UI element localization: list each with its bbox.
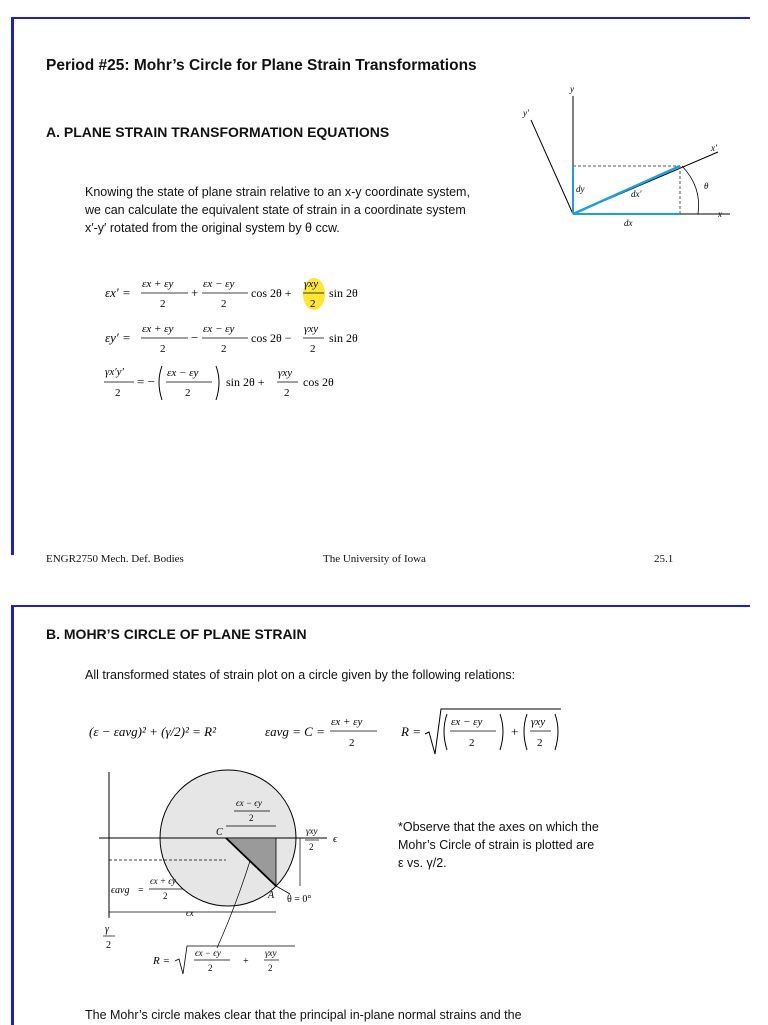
eps-avg-label: ϵavg [111, 885, 130, 896]
half-diff-num: ϵx − ϵy [236, 798, 262, 808]
eq3-num: εx − εy [167, 367, 199, 379]
eps-avg-num: εx + εy [331, 716, 363, 728]
transformation-equations [100, 270, 400, 415]
observation-note [398, 818, 638, 872]
footer-course: ENGR2750 Mech. Def. Bodies [46, 553, 184, 565]
eq2-cos: cos 2θ − [251, 331, 292, 345]
note-line: *Observe that the axes on which the [398, 820, 599, 834]
eq2-gxy: γxy [304, 323, 319, 335]
theta-zero-label: θ = 0° [287, 894, 312, 905]
eq1-den3: 2 [310, 298, 316, 310]
footer-page-number: 25.1 [654, 553, 674, 565]
eq3-cos: cos 2θ [303, 375, 334, 389]
intro-text: All transformed states of strain plot on a circle given by the following relations: [85, 668, 516, 682]
eq2-lhs: εy′ = [105, 330, 131, 345]
top-border [11, 17, 750, 19]
eq3-den2: 2 [284, 387, 290, 399]
eq1-num1: εx + εy [142, 278, 174, 290]
eq3-sin: sin 2θ + [226, 375, 265, 389]
eq3-gxy: γxy [278, 367, 293, 379]
gamma-half-den: 2 [106, 940, 111, 951]
R-term2-num: γxy [265, 948, 277, 958]
half-diff-den: 2 [249, 813, 254, 823]
eq2-den3: 2 [310, 343, 316, 355]
dy-label: dy [576, 184, 585, 194]
point-C: C [216, 827, 223, 838]
R-den1: 2 [469, 737, 475, 749]
x-axis-label: x [718, 209, 722, 219]
eq2-num1: εx + εy [142, 323, 174, 335]
eps-avg-lhs: εavg = C = [265, 724, 325, 739]
eq1-cos: cos 2θ + [251, 286, 292, 300]
eq2-num2: εx − εy [203, 323, 235, 335]
R-plus: + [511, 724, 519, 739]
epsilon-axis-label: ϵ [333, 833, 338, 845]
dx-label: dx [624, 218, 633, 228]
y-axis-label: y [570, 84, 574, 94]
eq3-lhs-num: γx′y′ [105, 366, 124, 378]
note-line: ε vs. γ/2. [398, 856, 447, 870]
mohr-relations [85, 706, 565, 760]
gxy-num: γxy [306, 826, 318, 836]
eq1-gxy: γxy [304, 278, 319, 290]
dx-prime-line [573, 166, 680, 214]
slide-gap [0, 570, 768, 588]
page-title: Period #25: Mohr’s Circle for Plane Strain Transformations [46, 57, 477, 74]
theta-label: θ [704, 181, 709, 191]
x-prime-label: x′ [711, 143, 717, 153]
eq2-den2: 2 [221, 343, 227, 355]
R-num2: γxy [531, 716, 546, 728]
left-border [11, 17, 14, 555]
eps-avg-den: 2 [349, 737, 355, 749]
R-term2-den: 2 [268, 963, 273, 973]
eq1-den2: 2 [221, 298, 227, 310]
eq1-sin: sin 2θ [329, 286, 358, 300]
eq1-num2: εx − εy [203, 278, 235, 290]
R-plus-sign: + [243, 956, 249, 967]
top-border [11, 605, 750, 607]
circle-equation: (ε − εavg)² + (γ/2)² = R² [89, 724, 217, 739]
R-term1-den: 2 [208, 963, 213, 973]
eps-x-label: ϵx [186, 908, 194, 918]
R-lhs: R = [401, 724, 421, 739]
eps-avg-eq: = [138, 885, 144, 896]
intro-paragraph [85, 183, 470, 237]
R-num1: εx − εy [451, 716, 483, 728]
footer-university: The University of Iowa [323, 553, 426, 565]
left-border [11, 605, 14, 1025]
eq2-sin: sin 2θ [329, 331, 358, 345]
note-line: Mohr’s Circle of strain is plotted are [398, 838, 595, 852]
y-prime-label: y′ [523, 108, 529, 118]
section-heading-b: B. MOHR’S CIRCLE OF PLANE STRAIN [46, 626, 307, 642]
rotation-figure [512, 82, 742, 237]
eps-avg-frac-num: ϵx + ϵy [150, 876, 176, 886]
mohr-circle-figure [95, 768, 355, 978]
eq3-den: 2 [185, 387, 191, 399]
paragraph-line: x′-y′ rotated from the original system by θ ccw. [85, 221, 340, 235]
theta-arc [682, 166, 699, 214]
dx-prime-label: dx′ [631, 189, 642, 199]
R-den2: 2 [537, 737, 543, 749]
R-eq-label: R = [153, 955, 170, 967]
section-heading-a: A. PLANE STRAIN TRANSFORMATION EQUATIONS [46, 124, 390, 140]
gxy-den: 2 [309, 842, 314, 852]
paragraph-line: Knowing the state of plane strain relative to an x-y coordinate system, [85, 185, 470, 199]
eq1-den1: 2 [160, 298, 166, 310]
R-term1-num: ϵx − ϵy [195, 948, 221, 958]
eps-avg-frac-den: 2 [163, 891, 168, 901]
eq3-eq: = − [137, 374, 155, 389]
eq2-minus: − [191, 330, 199, 345]
bottom-paragraph: The Mohr’s circle makes clear that the principal in-plane normal strains and the [85, 1008, 522, 1022]
eq3-lhs-den: 2 [115, 387, 121, 399]
point-A: A [268, 890, 275, 901]
eq2-den1: 2 [160, 343, 166, 355]
eq1-lhs: εx′ = [105, 285, 131, 300]
gamma-half-num: γ [105, 924, 109, 935]
paragraph-line: we can calculate the equivalent state of strain in a coordinate system [85, 203, 466, 217]
eq1-plus: + [191, 285, 199, 300]
